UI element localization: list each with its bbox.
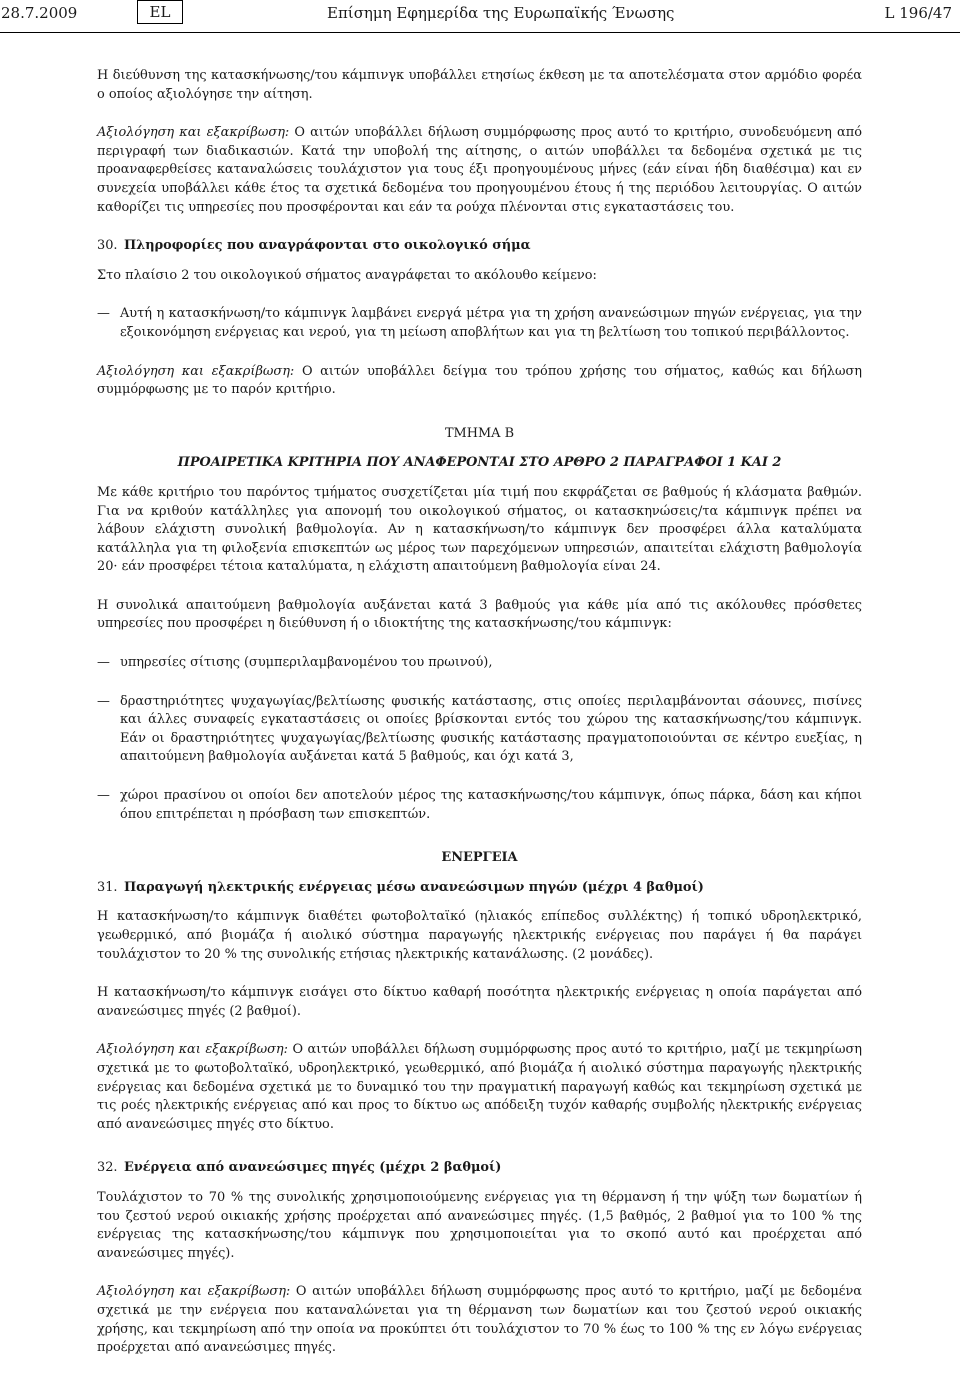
list-item-text: δραστηριότητες ψυχαγωγίας/βελτίωσης φυσικής κατάστασης, στις οποίες περιλαμβάνονται σάουνες, πισίνες και άλλες συναφείς εγκαταστάσεις οι οποίες βρίσκονται εντός του χώρου της κατασκήνωσης/του κάμπινγκ. Εάν οι δραστηριότητες ψυχαγωγίας/βελτίωσης φυσικής κατάστασης πραγματοποιούνται σε κέντρο ευεξίας, η απαιτούμενη βαθμολογία αυξάνεται κατά 5 βαθμούς, και όχι κατά 3,: [120, 693, 862, 765]
assessment-text: Ο αιτών υποβάλλει δήλωση συμμόρφωσης προς αυτό το κριτήριο, συνοδευόμενη από περιγραφή των διαδικασιών. Κατά την υποβολή της αίτησης, ο αιτών υποβάλλει τα δεδομένα σχετικά με τις προαναφερθείσες καταναλώσεις τουλάχιστον για τους έξι προηγουμένους μήνες (εάν είναι ήδη διαθέσιμα) και εν συνεχεία υποβάλλει κάθε έτος τα σχετικά δεδομένα του προηγουμένου έτους ή της περιόδου λειτουργίας. Ο αιτών καθορίζει τις υπηρεσίες που προσφέρονται και εάν τα ρούχα πλένονται στις εγκαταστάσεις του.: [97, 125, 862, 215]
section-number: 31.: [97, 879, 118, 895]
header-journal-title: Επίσημη Εφημερίδα της Ευρωπαϊκής Ένωσης: [327, 4, 675, 22]
list-item: [97, 693, 862, 767]
list-item-text: υπηρεσίες σίτισης (συμπεριλαμβανομένου του πρωινού),: [120, 655, 493, 671]
paragraph-assessment-31: [97, 1041, 862, 1134]
list-item: [97, 654, 862, 673]
section-30-intro: Στο πλαίσιο 2 του οικολογικού σήματος αναγράφεται το ακόλουθο κείμενο:: [97, 267, 597, 283]
dash-bullet: —: [97, 306, 110, 322]
section-b-paragraph-2: Η συνολικά απαιτούμενη βαθμολογία αυξάνεται κατά 3 βαθμούς για κάθε μία από τις ακόλουθες πρόσθετες υπηρεσίες που προσφέρει η διεύθυνση ή ο ιδιοκτήτης της κατασκήνωσης/του κάμπινγκ:: [97, 597, 862, 632]
section-31-paragraph-1: Η κατασκήνωση/το κάμπινγκ διαθέτει φωτοβολταϊκό (ηλιακός επίπεδος συλλέκτης) ή τοπικό υδροηλεκτρικό, γεωθερμικό, από βιομάζα ή αιολικό σύστημα παραγωγής ηλεκτρικής ενέργειας που παράγει ή θα παράγει τουλάχιστον το 20 % της συνολικής ετήσιας ηλεκτρικής κατανάλωσης. (2 μονάδες).: [97, 909, 862, 962]
energy-heading: ΕΝΕΡΓΕΙΑ: [441, 850, 518, 866]
section-number: 30.: [97, 238, 118, 254]
paragraph-report: Η διεύθυνση της κατασκήνωσης/του κάμπινγκ υποβάλλει ετησίως έκθεση με τα αποτελέσματα στον αρμόδιο φορέα ο οποίος αξιολόγησε την αίτηση.: [97, 68, 862, 102]
section-title: Πληροφορίες που αναγράφονται στο οικολογικό σήμα: [124, 238, 531, 254]
section-number: 32.: [97, 1160, 118, 1176]
section-b-paragraph-1: Με κάθε κριτήριο του παρόντος τμήματος συσχετίζεται μία τιμή που εκφράζεται σε βαθμούς ή κλάσματα βαθμών. Για να κριθούν κατάλληλες για απονομή του οικολογικού σήματος, οι κατασκηνώσεις/τα κάμπινγκ πρέπει να λάβουν ελάχιστη συνολική βαθμολογία. Αν η κατασκήνωση/το κάμπινγκ δεν προσφέρει άλλα καταλύματα κατάλληλα για τη φιλοξενία επισκεπτών ως μέρος των παρεχόμενων υπηρεσιών, απαιτείται ελάχιστη βαθμολογία 20· εάν προσφέρει τέτοια καταλύματα, η ελάχιστη απαιτούμενη βαθμολογία είναι 24.: [97, 484, 862, 575]
list-item-text: Αυτή η κατασκήνωση/το κάμπινγκ λαμβάνει ενεργά μέτρα για τη χρήση ανανεώσιμων πηγών ενέργειας, για την εξοικονόμηση ενέργειας και νερού, για τη μείωση αποβλήτων και για τη βελτίωση του τοπικού περιβάλλοντος.: [120, 306, 862, 340]
section-b-title: ΠΡΟΑΙΡΕΤΙΚΑ ΚΡΙΤΗΡΙΑ ΠΟΥ ΑΝΑΦΕΡΟΝΤΑΙ ΣΤΟ ΑΡΘΡΟ 2 ΠΑΡΑΓΡΑΦΟΙ 1 ΚΑΙ 2: [177, 455, 782, 471]
header-language-box: EL: [137, 0, 183, 24]
list-item: [97, 787, 862, 824]
assessment-label: Αξιολόγηση και εξακρίβωση:: [97, 1284, 291, 1300]
header-date: 28.7.2009: [1, 4, 78, 22]
document-body: [97, 67, 862, 1358]
dash-bullet: —: [97, 693, 110, 709]
section-31-heading: [97, 879, 862, 898]
assessment-text: Ο αιτών υποβάλλει δήλωση συμμόρφωσης προς αυτό το κριτήριο, μαζί με δεδομένα σχετικά με την ενέργεια που καταναλώνεται για τη θέρμανση των δωματίων και του ζεστού νερού οικιακής χρήσης, και τεκμηρίωση από την οποία να προκύπτει ότι τουλάχιστον το 70 % έως το 100 % της εν λόγω ενέργειας προέρχεται από ανανεώσιμες πηγές.: [97, 1284, 862, 1356]
assessment-label: Αξιολόγηση και εξακρίβωση:: [97, 363, 295, 379]
assessment-text: Ο αιτών υποβάλλει δήλωση συμμόρφωσης προς αυτό το κριτήριο, μαζί με τεκμηρίωση σχετικά με το φωτοβολταϊκό, υδροηλεκτρικό, γεωθερμικό, από βιομάζα ή αιολικό σύστημα παραγωγής ηλεκτρικής ενέργειας και δεδομένα σχετικά με το δυναμικό του την πραγματική παραγωγή καθώς και τεκμηρίωση σχετικά με τις ροές ηλεκτρικής ενέργειας από και προς το δίκτυο ως απόδειξη τυχόν καθαρής συμβολής ηλεκτρικής ενέργειας από ανανεώσιμες πηγές στο δίκτυο.: [97, 1042, 862, 1132]
section-30-heading: [97, 237, 862, 256]
dash-bullet: —: [97, 788, 110, 804]
section-31-paragraph-2: Η κατασκήνωση/το κάμπινγκ εισάγει στο δίκτυο καθαρή ποσότητα ηλεκτρικής ενέργειας η οποία παράγεται από ανανεώσιμες πηγές (2 βαθμοί).: [97, 985, 862, 1019]
section-32-heading: [97, 1159, 862, 1178]
journal-header: [0, 0, 960, 33]
header-page-number: L 196/47: [884, 4, 952, 22]
paragraph-assessment-32: [97, 1283, 862, 1357]
assessment-label: Αξιολόγηση και εξακρίβωση:: [97, 1042, 288, 1058]
assessment-text: Ο αιτών υποβάλλει δείγμα του τρόπου χρήσης του σήματος, καθώς και δήλωση συμμόρφωσης με το παρόν κριτήριο.: [97, 363, 862, 398]
paragraph-assessment-30: [97, 363, 862, 400]
dash-bullet: —: [97, 655, 110, 671]
section-32-paragraph-1: Τουλάχιστον το 70 % της συνολικής χρησιμοποιούμενης ενέργειας για τη θέρμανση ή την ψύξη των δωματίων ή του ζεστού νερού οικιακής χρήσης προέρχεται από ανανεώσιμες πηγές. (1,5 βαθμός, 2 βαθμοί για το 100 % της ενέργειας της κατασκήνωσης/του κάμπινγκ που χρησιμοποιείται για το σκοπό αυτό και προέρχεται από ανανεώσιμες πηγές).: [97, 1189, 862, 1261]
section-title: Ενέργεια από ανανεώσιμες πηγές (μέχρι 2 βαθμοί): [124, 1160, 502, 1176]
paragraph-assessment-29: [97, 124, 862, 217]
section-b-heading: ΤΜΗΜΑ Β: [444, 425, 515, 441]
assessment-label: Αξιολόγηση και εξακρίβωση:: [97, 125, 290, 141]
list-item-text: χώροι πρασίνου οι οποίοι δεν αποτελούν μέρος της κατασκήνωσης/του κάμπινγκ, όπως πάρκα, δάση και κήποι όπου επιτρέπεται η πρόσβαση των επισκεπτών.: [120, 788, 862, 822]
section-title: Παραγωγή ηλεκτρικής ενέργειας μέσω ανανεώσιμων πηγών (μέχρι 4 βαθμοί): [124, 879, 704, 895]
list-item: [97, 305, 862, 342]
